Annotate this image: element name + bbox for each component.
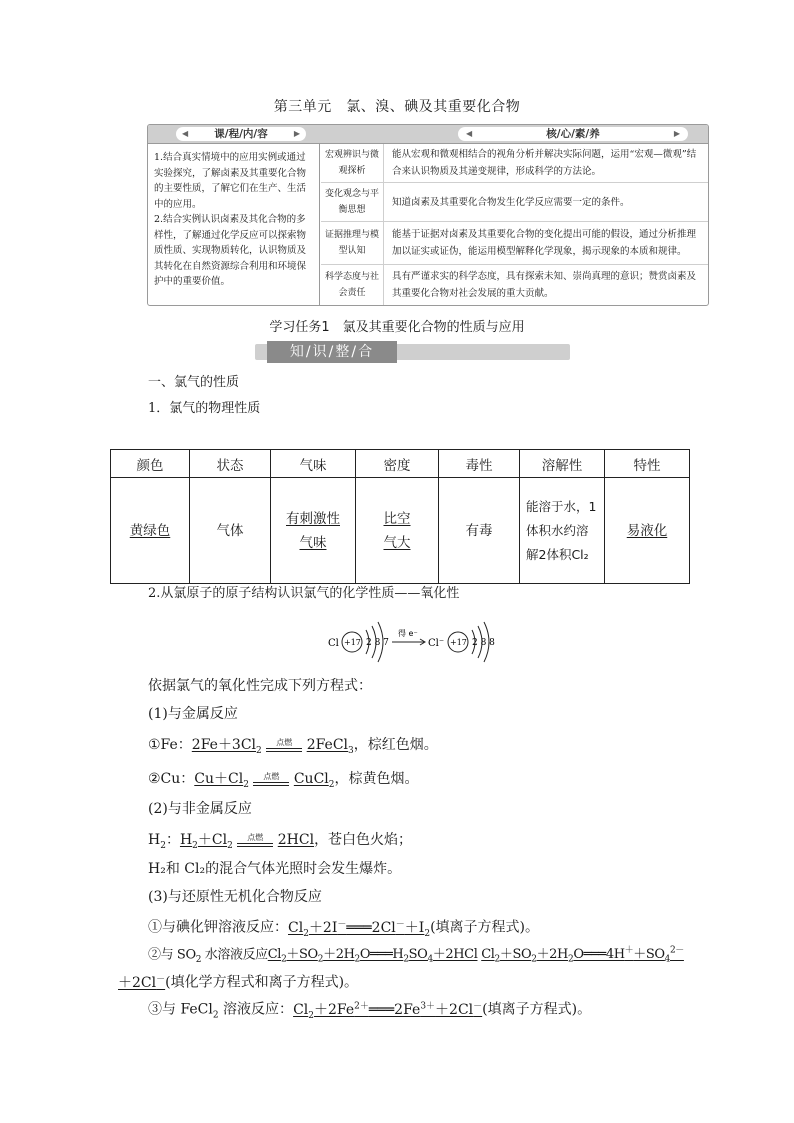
course-content-column <box>148 144 320 305</box>
arrow-label: 得 e⁻ <box>398 629 418 638</box>
equation-cu: ②Cu：$Cu+Cl_2$ 点燃 CuCl$_2$，棕黄色烟。 <box>148 771 419 790</box>
table-cell: 易液化 <box>605 478 690 584</box>
course-content-label: 课/程/内/容 <box>214 128 268 140</box>
literacy-label: 证据推理与模型认知 <box>321 222 384 264</box>
table-header: 溶解性 <box>520 450 605 478</box>
section-banner <box>255 344 570 360</box>
equation-fe: ①Fe：$2Fe+3Cl_2$ 点燃 2FeCl$_3$，棕红色烟。 <box>148 737 438 756</box>
literacy-text: 能从宏观和微观相结合的视角分析并解决实际问题，运用“宏观—微观”结合来认识物质及其递变规律，形成科学的方法论。 <box>392 149 697 177</box>
equation-so2-cont: ＋2Cl－(填化学方程式和离子方程式)。 <box>118 974 359 991</box>
subsection-heading: (3)与还原性无机化合物反应 <box>148 889 322 905</box>
task-title: 学习任务1 氯及其重要化合物的性质与应用 <box>269 320 525 335</box>
atom-structure-diagram <box>322 616 502 666</box>
nucleus-charge: +17 <box>344 638 361 647</box>
table-header: 状态 <box>190 450 271 478</box>
physical-properties-table <box>110 449 690 584</box>
equation-h2: $H_2$：$H_2+Cl_2$ 点燃 2HCl，苍白色火焰； <box>148 832 413 851</box>
shell-electrons: 2 8 8 <box>472 638 495 648</box>
course-item: 2.结合实例认识卤素及其化合物的多样性，了解通过化学反应可以探索物质性质、实现物质转化，认识物质及其转化在自然资源综合利用和环境保护中的重要价值。 <box>154 214 307 287</box>
literacy-row <box>321 222 708 265</box>
subsection-heading: (2)与非金属反应 <box>148 801 252 817</box>
literacy-row <box>321 183 708 222</box>
course-content-header <box>176 127 306 141</box>
equation-ki: ①与碘化钾溶液反应：$Cl_2+2I^-═══2Cl^-+I_2$(填离子方程式)。 <box>148 919 539 939</box>
course-item: 1.结合真实情境中的应用实例或通过实验探究，了解卤素及其重要化合物的主要性质，了解它们在生产、生活中的应用。 <box>154 152 307 210</box>
table-header: 特性 <box>605 450 690 478</box>
ion-symbol: Cl⁻ <box>428 638 445 649</box>
right-arrow-icon: ▶ <box>293 129 300 138</box>
table-cell: 有毒 <box>439 478 520 584</box>
page-title: 第三单元 氯、溴、碘及其重要化合物 <box>273 99 521 115</box>
section-heading: 一、氯气的性质 <box>148 375 240 390</box>
table-header: 毒性 <box>439 450 520 478</box>
table-cell: 气体 <box>190 478 271 584</box>
table-cell: 黄绿色 <box>111 478 190 584</box>
equation-so2: ②与 $SO_2$ 水溶液反应$Cl_2+SO_2+2H_2O═══H_2SO_4+2HCl$ $Cl_2+SO_2+2H_2O═══4H^++SO_4^{2-}$ <box>148 946 684 965</box>
atom-symbol: Cl <box>328 638 339 649</box>
core-literacy-label: 核/心/素/养 <box>546 128 600 140</box>
table-cell: 能溶于水，1体积水约溶解2体积Cl₂ <box>520 478 605 584</box>
table-cell: 有刺激性气味 <box>271 478 356 584</box>
note-text: H₂和 Cl₂的混合气体光照时会发生爆炸。 <box>148 861 402 877</box>
right-arrow-icon: ▶ <box>673 129 680 138</box>
shell-electrons: 2 8 7 <box>366 638 389 648</box>
literacy-text: 能基于证据对卤素及其重要化合物的变化提出可能的假设，通过分析推理加以证实或证伪，能运用模型解释化学现象，揭示现象的本质和规律。 <box>392 229 697 257</box>
table-header: 颜色 <box>111 450 190 478</box>
subsection-heading: 2.从氯原子的原子结构认识氯气的化学性质——氧化性 <box>148 586 460 601</box>
left-arrow-icon: ◀ <box>182 129 189 138</box>
nucleus-charge: +17 <box>450 638 467 647</box>
competency-table <box>147 124 709 306</box>
table-header: 密度 <box>356 450 439 478</box>
banner-label: 知/识/整/合 <box>267 341 397 363</box>
subsection-heading: (1)与金属反应 <box>148 706 238 722</box>
literacy-row <box>321 265 708 305</box>
literacy-label: 变化观念与平衡思想 <box>321 183 384 221</box>
literacy-text: 知道卤素及其重要化合物发生化学反应需要一定的条件。 <box>392 196 630 208</box>
table-header: 气味 <box>271 450 356 478</box>
literacy-row <box>321 144 708 183</box>
instruction-text: 依据氯气的氧化性完成下列方程式： <box>148 678 372 694</box>
table-cell: 比空气大 <box>356 478 439 584</box>
literacy-label: 科学态度与社会责任 <box>321 265 384 305</box>
equation-fecl2: ③与 FeCl$_2$ 溶液反应：$Cl_2+2Fe^{2+}═══2Fe^{3+}+2Cl^-$(填离子方程式)。 <box>148 1001 592 1021</box>
literacy-label: 宏观辨识与微观探析 <box>321 144 384 182</box>
subsection-heading: 1．氯气的物理性质 <box>148 401 261 416</box>
core-literacy-header <box>458 127 688 141</box>
left-arrow-icon: ◀ <box>466 129 473 138</box>
competency-header-bar <box>148 125 708 144</box>
literacy-text: 具有严谨求实的科学态度，具有探索未知、崇尚真理的意识；赞赏卤素及其重要化合物对社会发展的重大贡献。 <box>392 271 697 299</box>
